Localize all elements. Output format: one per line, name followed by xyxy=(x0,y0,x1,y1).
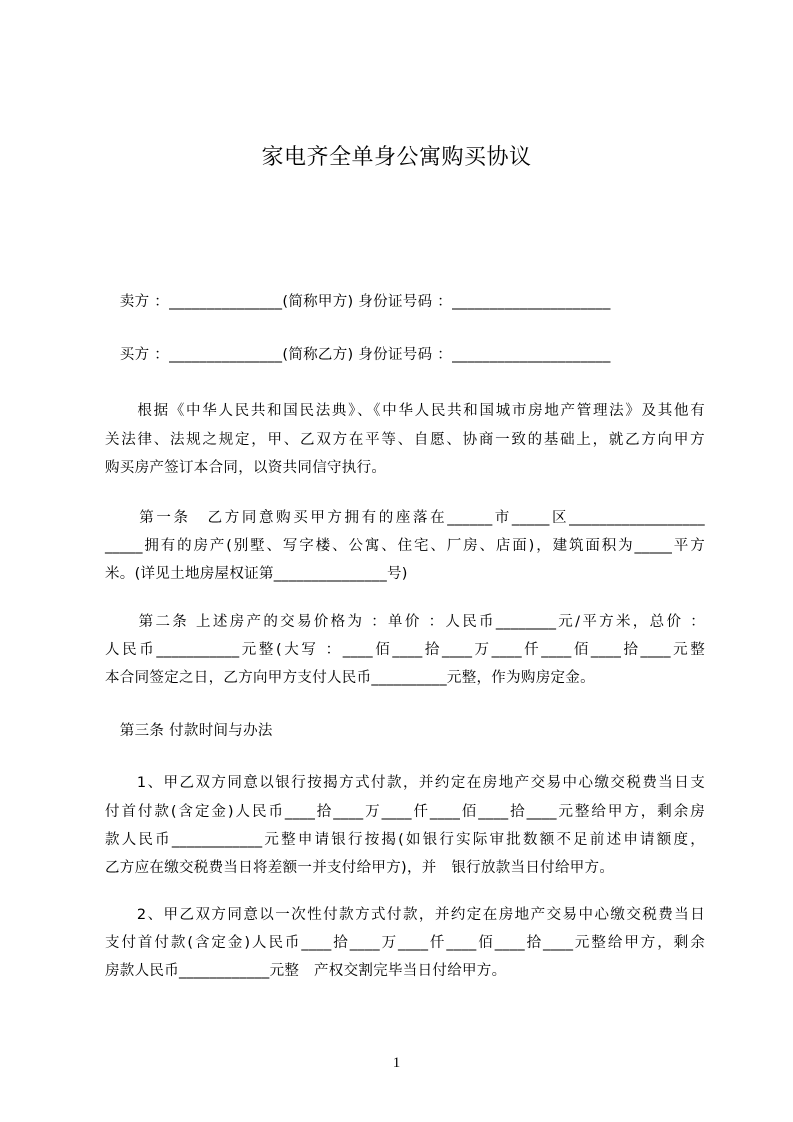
clause2-line: 房款人民币____________元整 产权交割完毕当日付给甲方。 xyxy=(105,963,507,979)
article1-line: _____拥有的房产(别墅、写字楼、公寓、住宅、厂房、店面)，建筑面积为_____平方 xyxy=(105,538,705,554)
clause2-line: 支付首付款(含定金)人民币____拾____万____仟____佰____拾____元整给甲方，剩余 xyxy=(105,935,705,951)
article2-line: 人民币___________元整(大写 ：____佰____拾____万____仟____佰____拾____元整 xyxy=(105,642,705,658)
clause1-line: 乙方应在缴交税费当日将差额一并支付给甲方)，并 银行放款当日付给甲方。 xyxy=(105,860,615,876)
clause2-line: 2、甲乙双方同意以一次性付款方式付款，并约定在房地产交易中心缴交税费当日 xyxy=(105,907,705,923)
seller-line: 卖方 ：_______________(简称甲方) 身份证号码 ：_____________________ xyxy=(105,294,611,310)
preamble-line: 购买房产签订本合同，以资共同信守执行。 xyxy=(105,460,387,476)
article1-line: 米。(详见土地房屋权证第_______________号) xyxy=(105,566,408,582)
article2-line: 第二条 上述房产的交易价格为 ：单价 ：人民币________元/平方米，总价 ： xyxy=(105,614,705,630)
clause1-line: 款人民币____________元整申请银行按揭(如银行实际审批数额不足前述申请额度， xyxy=(105,832,705,848)
article1-line: 第一条 乙方同意购买甲方拥有的座落在______市_____区__________________ xyxy=(105,510,705,526)
page-number: 1 xyxy=(392,1055,401,1071)
buyer-line: 买方 ：_______________(简称乙方) 身份证号码 ：_____________________ xyxy=(105,347,611,363)
preamble-line: 关法律、法规之规定，甲、乙双方在平等、自愿、协商一致的基础上，就乙方向甲方 xyxy=(105,432,705,448)
document-title: 家电齐全单身公寓购买协议 xyxy=(261,145,532,170)
article3-heading: 第三条 付款时间与办法 xyxy=(105,723,273,739)
clause1-line: 1、甲乙双方同意以银行按揭方式付款，并约定在房地产交易中心缴交税费当日支 xyxy=(105,775,705,791)
article2-line: 本合同签定之日，乙方向甲方支付人民币__________元整，作为购房定金。 xyxy=(105,670,595,686)
preamble-line: 根据《中华人民共和国民法典》、《中华人民共和国城市房地产管理法》及其他有 xyxy=(105,403,705,419)
clause1-line: 付首付款(含定金)人民币____拾____万____仟____佰____拾____元整给甲方，剩余房 xyxy=(105,804,705,820)
